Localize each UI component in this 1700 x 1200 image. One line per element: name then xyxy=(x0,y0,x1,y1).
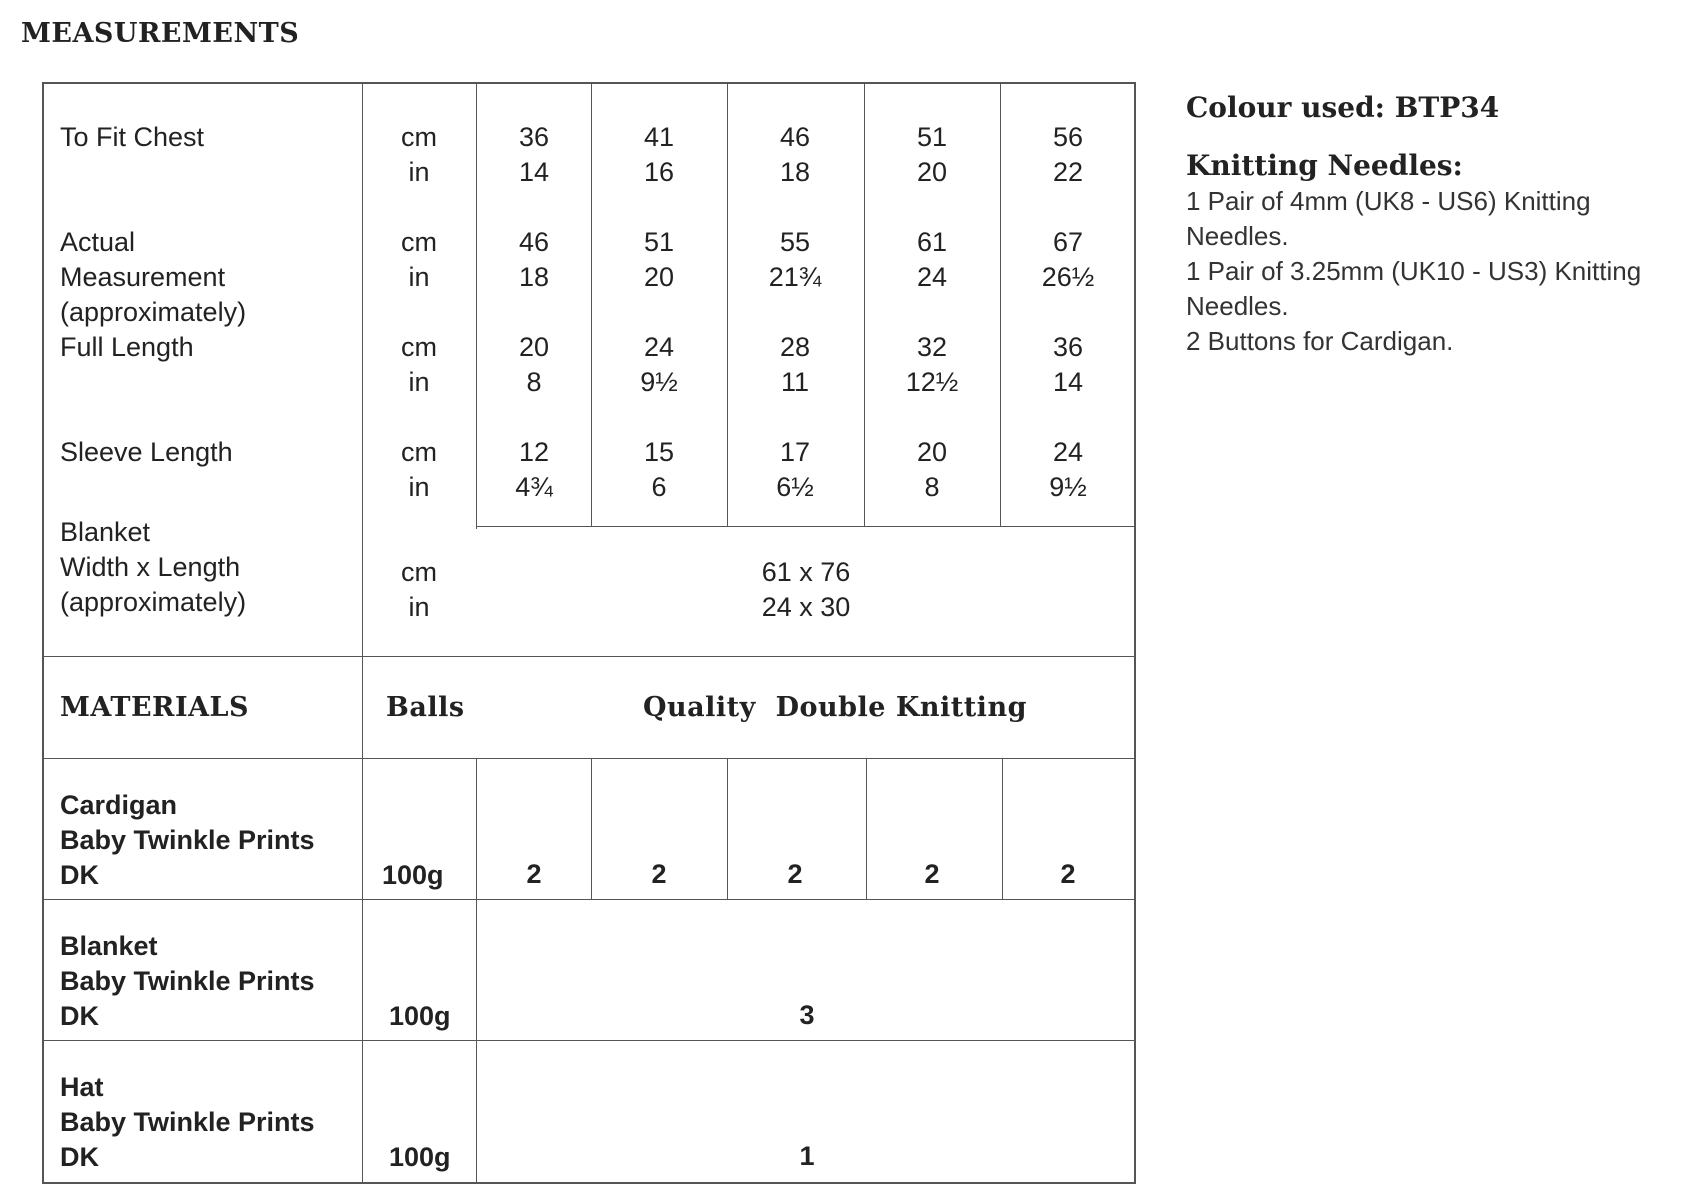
row-divider xyxy=(44,899,1136,900)
row-divider xyxy=(44,758,1136,759)
material-yarn: Baby Twinkle Prints xyxy=(60,825,315,855)
needles-heading: Knitting Needles: xyxy=(1186,149,1463,182)
unit-label: in xyxy=(408,157,430,187)
material-weight: 100g xyxy=(382,860,444,890)
material-type: DK xyxy=(60,1001,99,1031)
cell-value: 18 xyxy=(518,262,550,292)
material-name: Blanket xyxy=(60,931,158,961)
row-divider xyxy=(44,1040,1136,1041)
colour-used: Colour used: BTP34 xyxy=(1186,91,1500,124)
material-qty: 2 xyxy=(526,859,542,889)
col-divider xyxy=(476,84,477,529)
cell-value: 4¾ xyxy=(515,472,553,502)
quality-heading: Quality Double Knitting xyxy=(643,692,1027,723)
cell-value: 11 xyxy=(780,367,810,397)
material-qty: 2 xyxy=(924,859,940,889)
cell-value: 17 xyxy=(779,437,811,467)
cell-value: 28 xyxy=(779,332,811,362)
cell-value: 14 xyxy=(518,157,550,187)
cell-value: 15 xyxy=(643,437,675,467)
material-qty: 2 xyxy=(787,859,803,889)
material-weight: 100g xyxy=(389,1142,451,1172)
col-divider xyxy=(362,84,363,1182)
cell-value: 24 xyxy=(916,262,948,292)
material-name: Hat xyxy=(60,1072,104,1102)
cell-value: 61 xyxy=(916,227,948,257)
unit-label: cm xyxy=(401,227,437,257)
row-divider xyxy=(476,526,1136,527)
material-qty: 2 xyxy=(651,859,667,889)
col-divider xyxy=(727,84,728,526)
unit-label: in xyxy=(408,367,430,397)
cell-value: 22 xyxy=(1052,157,1084,187)
material-yarn: Baby Twinkle Prints xyxy=(60,966,315,996)
needles-line: Needles. xyxy=(1186,291,1289,321)
col-divider xyxy=(727,759,728,899)
measurements-table xyxy=(42,82,1136,1184)
cell-value: 21¾ xyxy=(768,262,822,292)
cell-value: 6½ xyxy=(776,472,814,502)
cell-value: 16 xyxy=(643,157,675,187)
row-label-chest: To Fit Chest xyxy=(60,122,205,152)
row-label-actual: Actual xyxy=(60,227,136,257)
material-weight: 100g xyxy=(389,1001,451,1031)
col-divider xyxy=(1000,84,1001,526)
cell-value: 51 xyxy=(916,122,948,152)
cell-value: 41 xyxy=(643,122,675,152)
buttons-line: 2 Buttons for Cardigan. xyxy=(1186,326,1454,356)
material-yarn: Baby Twinkle Prints xyxy=(60,1107,315,1137)
col-divider xyxy=(866,759,867,899)
cell-value: 24 xyxy=(1052,437,1084,467)
cell-value: 46 xyxy=(779,122,811,152)
cell-value: 20 xyxy=(916,437,948,467)
needles-line: 1 Pair of 3.25mm (UK10 - US3) Knitting xyxy=(1186,256,1642,286)
row-label-actual: Measurement xyxy=(60,262,226,292)
cell-value: 36 xyxy=(1052,332,1084,362)
col-divider xyxy=(591,84,592,526)
unit-label: cm xyxy=(401,122,437,152)
sidebar-info xyxy=(1186,90,1696,359)
row-label-actual: (approximately) xyxy=(60,297,247,327)
cell-value: 20 xyxy=(916,157,948,187)
row-divider xyxy=(44,656,1136,657)
unit-label: cm xyxy=(401,332,437,362)
materials-heading: MATERIALS xyxy=(60,692,250,723)
material-type: DK xyxy=(60,860,99,890)
unit-label: cm xyxy=(401,557,437,587)
cell-value: 24 xyxy=(643,332,675,362)
row-label-blanket: (approximately) xyxy=(60,587,247,617)
cell-value: 55 xyxy=(779,227,811,257)
cell-value: 20 xyxy=(518,332,550,362)
cell-value: 56 xyxy=(1052,122,1084,152)
col-divider xyxy=(1002,759,1003,899)
needles-line: 1 Pair of 4mm (UK8 - US6) Knitting xyxy=(1186,186,1591,216)
cell-value: 6 xyxy=(651,472,667,502)
col-divider xyxy=(476,759,477,1182)
material-qty: 2 xyxy=(1060,859,1076,889)
cell-value: 26½ xyxy=(1041,262,1095,292)
cell-value: 36 xyxy=(518,122,550,152)
cell-value: 46 xyxy=(518,227,550,257)
material-qty: 3 xyxy=(799,1000,815,1030)
page-title: MEASUREMENTS xyxy=(21,18,300,49)
material-type: DK xyxy=(60,1142,99,1172)
row-label-length: Full Length xyxy=(60,332,194,362)
cell-value: 12 xyxy=(518,437,550,467)
unit-label: in xyxy=(408,472,430,502)
cell-value: 14 xyxy=(1052,367,1084,397)
cell-value: 9½ xyxy=(640,367,678,397)
cell-value: 18 xyxy=(779,157,811,187)
blanket-size-in: 24 x 30 xyxy=(761,592,851,622)
cell-value: 20 xyxy=(643,262,675,292)
cell-value: 12½ xyxy=(905,367,959,397)
cell-value: 51 xyxy=(643,227,675,257)
needles-line: Needles. xyxy=(1186,221,1289,251)
unit-label: in xyxy=(408,592,430,622)
col-divider xyxy=(591,759,592,899)
cell-value: 67 xyxy=(1052,227,1084,257)
balls-heading: Balls xyxy=(386,692,465,723)
cell-value: 8 xyxy=(526,367,542,397)
cell-value: 32 xyxy=(916,332,948,362)
unit-label: in xyxy=(408,262,430,292)
unit-label: cm xyxy=(401,437,437,467)
material-qty: 1 xyxy=(799,1141,815,1171)
blanket-size-cm: 61 x 76 xyxy=(761,557,851,587)
row-label-blanket: Width x Length xyxy=(60,552,241,582)
row-label-sleeve: Sleeve Length xyxy=(60,437,233,467)
row-label-blanket: Blanket xyxy=(60,517,151,547)
cell-value: 8 xyxy=(924,472,940,502)
cell-value: 9½ xyxy=(1049,472,1087,502)
col-divider xyxy=(864,84,865,526)
material-name: Cardigan xyxy=(60,790,178,820)
